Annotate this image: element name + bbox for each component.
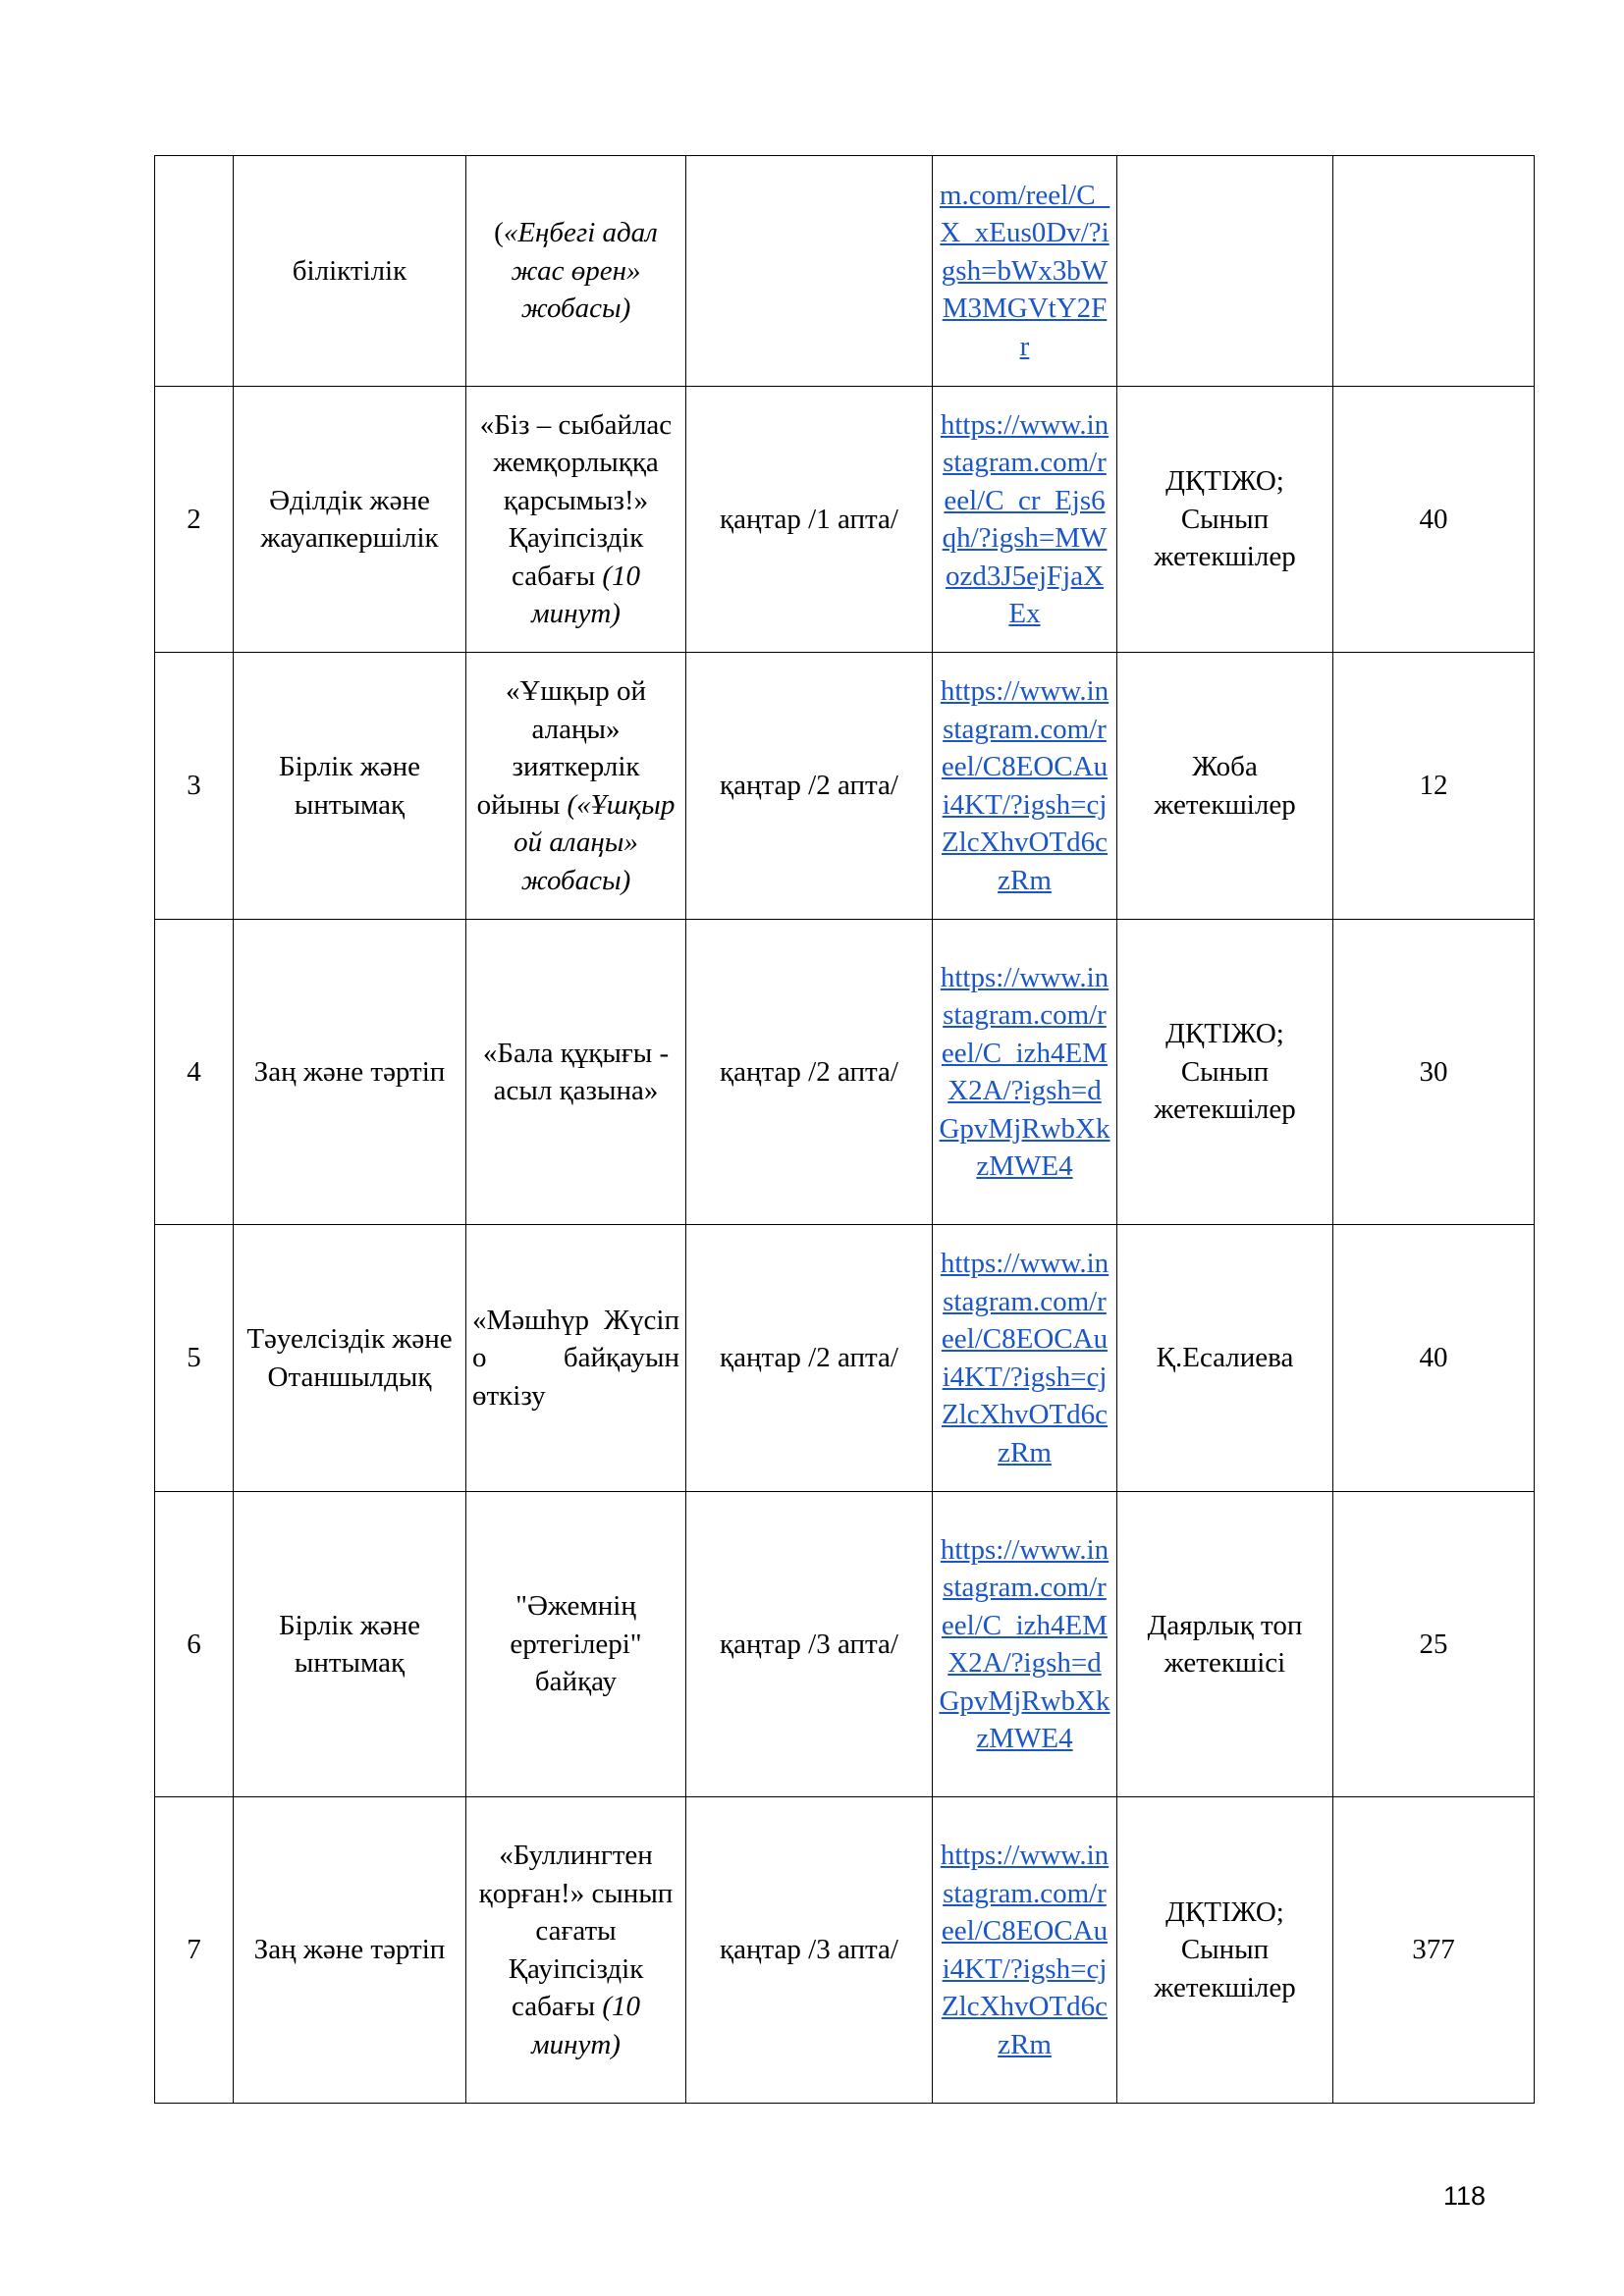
event-cell [466, 1225, 686, 1492]
events-table [154, 155, 1535, 2104]
date-cell: қаңтар /2 апта/ [686, 1225, 933, 1492]
link-cell [933, 1492, 1117, 1797]
count-cell: 12 [1333, 653, 1535, 920]
event-title: «Бала құқығы - асыл қазына» [482, 1037, 670, 1106]
count-cell: 40 [1333, 1225, 1535, 1492]
date-cell: қаңтар /2 апта/ [686, 653, 933, 920]
event-cell [466, 920, 686, 1225]
count-cell: 377 [1333, 1797, 1535, 2104]
event-cell [466, 1797, 686, 2104]
date-cell [686, 156, 933, 387]
responsible-cell: ДҚТІЖО; Сынып жетекшілер [1117, 920, 1333, 1225]
count-cell: 40 [1333, 387, 1535, 653]
date-cell: қаңтар /3 апта/ [686, 1492, 933, 1797]
table-row [155, 156, 1535, 387]
row-number: 4 [155, 920, 234, 1225]
link-cell [933, 1225, 1117, 1492]
event-title: «Буллингтен қорған!» сынып сағаты Қауіпсіздік сабағы [478, 1840, 674, 2022]
direction-cell: Заң және тәртіп [234, 1797, 466, 2104]
link-cell [933, 1797, 1117, 2104]
link-cell [933, 387, 1117, 653]
page-number: 118 [1443, 2181, 1487, 2211]
instagram-link[interactable]: https://www.instagram.com/reel/C_izh4EMX2A/?igsh=dGpvMjRwbXkzMWE4 [939, 1533, 1110, 1754]
instagram-link[interactable]: m.com/reel/C_X_xEus0Dv/?igsh=bWx3bWM3MGVtY2Fr [939, 179, 1110, 362]
event-title: «Біз – сыбайлас жемқорлыққа қарсымыз!» Қауіпсіздік сабағы [479, 408, 673, 592]
row-number: 2 [155, 387, 234, 653]
table-row [155, 1492, 1535, 1797]
link-cell [933, 653, 1117, 920]
instagram-link[interactable]: https://www.instagram.com/reel/C8EOCAui4KT/?igsh=cjZlcXhvOTd6czRm [940, 1840, 1110, 2060]
direction-cell: Бірлік және ынтымақ [234, 653, 466, 920]
table-row [155, 1797, 1535, 2104]
event-title: «Мәшһүр Жүсіп о байқауын өткізу [472, 1304, 679, 1412]
event-open-paren: ( [494, 217, 504, 249]
date-cell: қаңтар /1 апта/ [686, 387, 933, 653]
count-cell [1333, 156, 1535, 387]
event-cell [466, 387, 686, 653]
responsible-cell: Қ.Есалиева [1117, 1225, 1333, 1492]
direction-cell: біліктілік [234, 156, 466, 387]
table-row [155, 653, 1535, 920]
row-number: 3 [155, 653, 234, 920]
link-cell [933, 156, 1117, 387]
direction-cell: Әділдік және жауапкершілік [234, 387, 466, 653]
table-row [155, 1225, 1535, 1492]
event-note: (10 минут) [531, 1991, 641, 2060]
event-title: "Әжемнің ертегілері" байқау [510, 1590, 642, 1698]
responsible-cell [1117, 156, 1333, 387]
event-note: (10 минут) [531, 560, 641, 629]
event-note: «Еңбегі адал жас өрен» жобасы) [503, 217, 658, 325]
row-number: 5 [155, 1225, 234, 1492]
instagram-link[interactable]: https://www.instagram.com/reel/C8EOCAui4KT/?igsh=cjZlcXhvOTd6czRm [940, 675, 1110, 896]
direction-cell: Заң және тәртіп [234, 920, 466, 1225]
instagram-link[interactable]: https://www.instagram.com/reel/C_izh4EMX2A/?igsh=dGpvMjRwbXkzMWE4 [939, 961, 1110, 1182]
event-cell [466, 653, 686, 920]
event-cell [466, 156, 686, 387]
event-title: «Ұшқыр ой алаңы» зияткерлік ойыны [476, 675, 647, 821]
count-cell: 25 [1333, 1492, 1535, 1797]
direction-cell: Тәуелсіздік және Отаншылдық [234, 1225, 466, 1492]
date-cell: қаңтар /3 апта/ [686, 1797, 933, 2104]
row-number: 6 [155, 1492, 234, 1797]
event-note: («Ұшқыр ой алаңы» жобасы) [514, 788, 676, 896]
row-number [155, 156, 234, 387]
count-cell: 30 [1333, 920, 1535, 1225]
responsible-cell: Жоба жетекшілер [1117, 653, 1333, 920]
responsible-cell: ДҚТІЖО; Сынып жетекшілер [1117, 1797, 1333, 2104]
link-cell [933, 920, 1117, 1225]
instagram-link[interactable]: https://www.instagram.com/reel/C8EOCAui4KT/?igsh=cjZlcXhvOTd6czRm [940, 1248, 1110, 1468]
instagram-link[interactable]: https://www.instagram.com/reel/C_cr_Ejs6qh/?igsh=MWozd3J5ejFjaXEx [940, 408, 1110, 629]
table-row [155, 920, 1535, 1225]
direction-cell: Бірлік және ынтымақ [234, 1492, 466, 1797]
date-cell: қаңтар /2 апта/ [686, 920, 933, 1225]
event-cell [466, 1492, 686, 1797]
responsible-cell: Даярлық топ жетекшісі [1117, 1492, 1333, 1797]
table-row [155, 387, 1535, 653]
responsible-cell: ДҚТІЖО; Сынып жетекшілер [1117, 387, 1333, 653]
row-number: 7 [155, 1797, 234, 2104]
